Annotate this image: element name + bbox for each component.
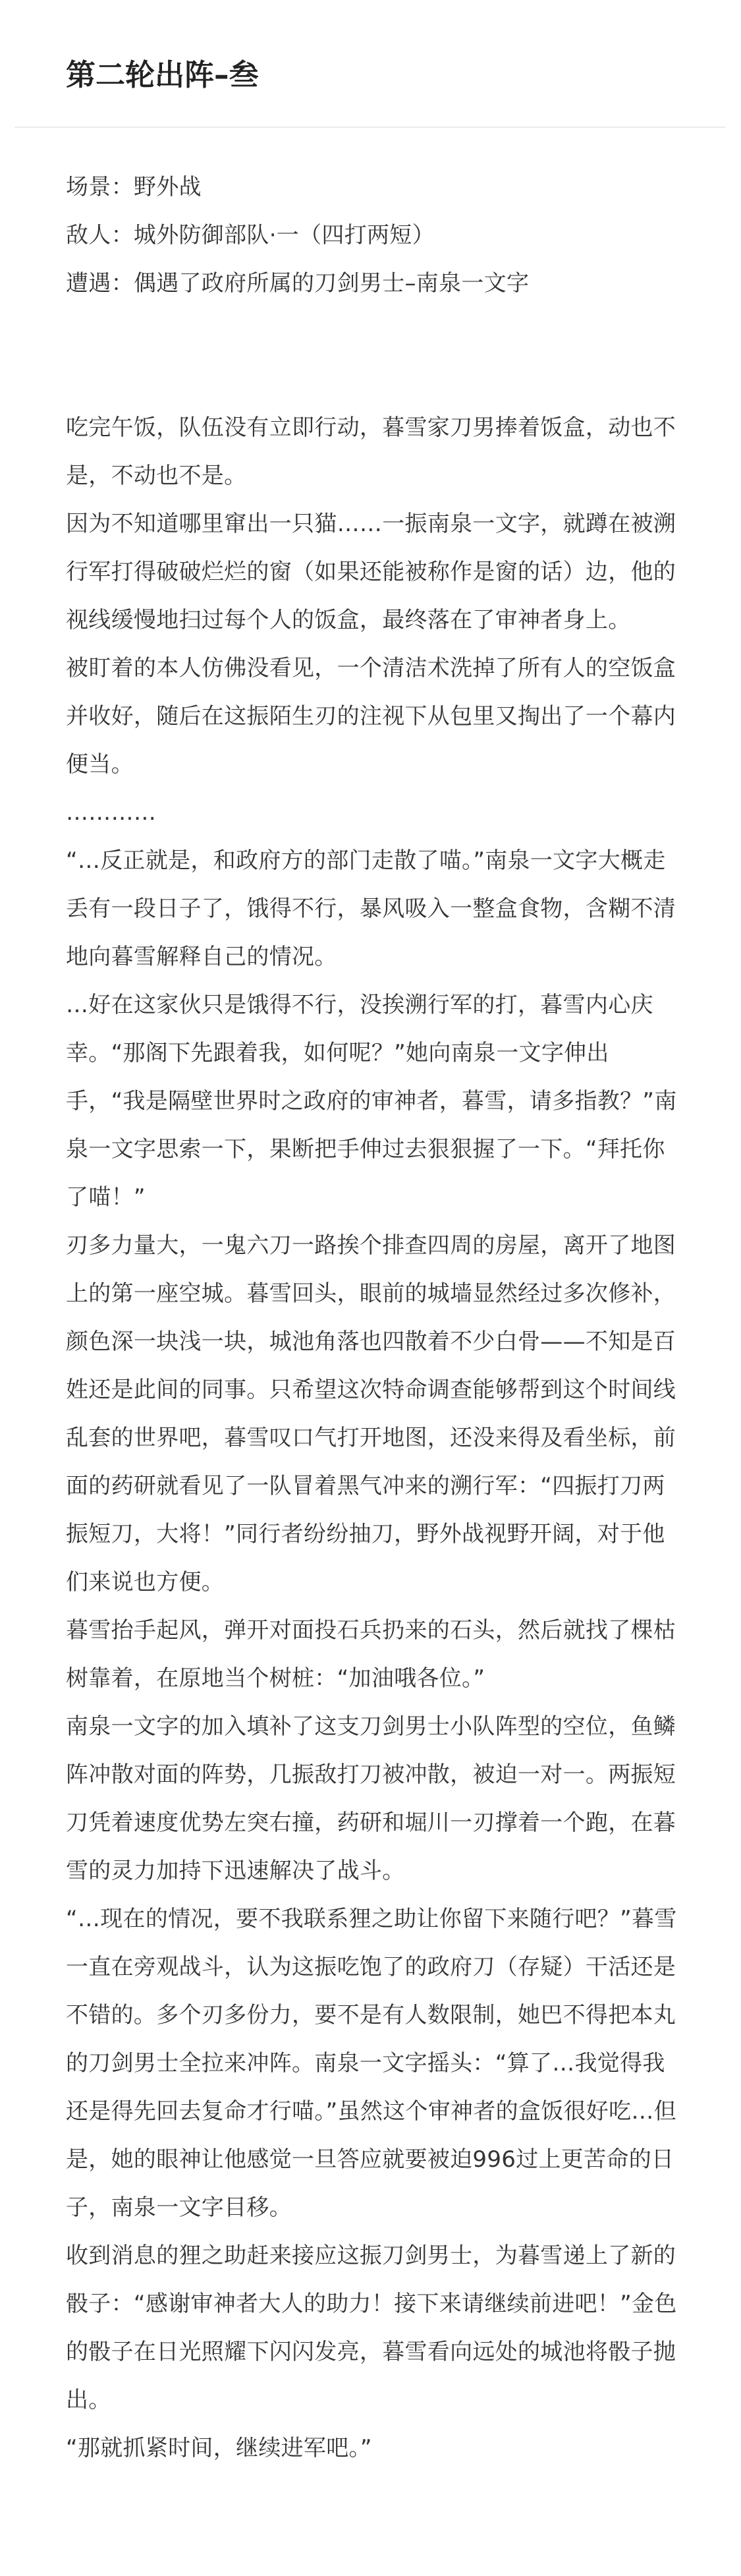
enemy-line: 敌人：城外防御部队·一（四打两短） xyxy=(66,222,435,248)
paragraph: 因为不知道哪里窜出一只猫……一振南泉一文字，就蹲在被溯行军打得破破烂烂的窗（如果还能被称作是窗的话）边，他的视线缓慢地扫过每个人的饭盒，最终落在了审神者身上。 xyxy=(66,511,676,633)
paragraph: 收到消息的狸之助赶来接应这振刀剑男士，为暮雪递上了新的骰子：“感谢审神者大人的助力！接下来请继续前进吧！”金色的骰子在日光照耀下闪闪发亮，暮雪看向远处的城池将骰子抛出。 xyxy=(66,2243,677,2413)
paragraph: 南泉一文字的加入填补了这支刀剑男士小队阵型的空位，鱼鳞阵冲散对面的阵势，几振敌打刀被冲散，被迫一对一。两振短刀凭着速度优势左突右撞，药研和堀川一刃撑着一个跑，在暮雪的灵力加持下迅速解决了战斗。 xyxy=(66,1713,676,1884)
article-title: 第二轮出阵–叁 xyxy=(66,57,259,92)
paragraph: “…反正就是，和政府方的部门走散了喵。”南泉一文字大概走丢有一段日子了，饿得不行，暴风吸入一整盒食物，含糊不清地向暮雪解释自己的情况。 xyxy=(66,847,676,970)
scene-info xyxy=(66,163,685,308)
paragraph: 吃完午饭，队伍没有立即行动，暮雪家刀男捧着饭盒，动也不是，不动也不是。 xyxy=(66,415,676,489)
article-body xyxy=(66,163,685,2473)
story-text xyxy=(66,404,685,2473)
paragraph: …好在这家伙只是饿得不行，没挨溯行军的打，暮雪内心庆幸。“那阁下先跟着我，如何呢？”她向南泉一文字伸出手，“我是隔壁世界时之政府的审神者，暮雪，请多指教？”南泉一文字思索一下，果断把手伸过去狠狠握了一下。“拜托你了喵！” xyxy=(66,992,677,1211)
paragraph: 暮雪抬手起风，弹开对面投石兵扔来的石头，然后就找了棵枯树靠着，在原地当个树桩：“加油哦各位。” xyxy=(66,1617,676,1692)
scene-line: 场景：野外战 xyxy=(66,174,202,200)
paragraph: 刃多力量大，一鬼六刀一路挨个排查四周的房屋，离开了地图上的第一座空城。暮雪回头，眼前的城墙显然经过多次修补，颜色深一块浅一块，城池角落也四散着不少白骨——不知是百姓还是此间的同事。只希望这次特命调查能够帮到这个时间线乱套的世界吧，暮雪叹口气打开地图，还没来得及看坐标，前面的药研就看见了一队冒着黑气冲来的溯行军：“四振打刀两振短刀，大将！”同行者纷纷抽刀，野外战视野开阔，对于他们来说也方便。 xyxy=(66,1232,676,1595)
paragraph: “…现在的情况，要不我联系狸之助让你留下来随行吧？”暮雪一直在旁观战斗，认为这振吃饱了的政府刀（存疑）干活还是不错的。多个刃多份力，要不是有人数限制，她巴不得把本丸的刀剑男士全拉来冲阵。南泉一文字摇头：“算了…我觉得我还是得先回去复命才行喵。”虽然这个审神者的盒饭很好吃…但是，她的眼神让他感觉一旦答应就要被迫996过上更苦命的日子，南泉一文字目移。 xyxy=(66,1906,677,2221)
paragraph: 被盯着的本人仿佛没看见，一个清洁术洗掉了所有人的空饭盒并收好，随后在这振陌生刃的注视下从包里又掏出了一个幕内便当。 xyxy=(66,655,676,778)
title-divider xyxy=(14,127,726,128)
paragraph: ………… xyxy=(66,799,157,826)
paragraph: “那就抓紧时间，继续进军吧。” xyxy=(66,2435,372,2461)
encounter-line: 遭遇：偶遇了政府所属的刀剑男士–南泉一文字 xyxy=(66,270,530,297)
